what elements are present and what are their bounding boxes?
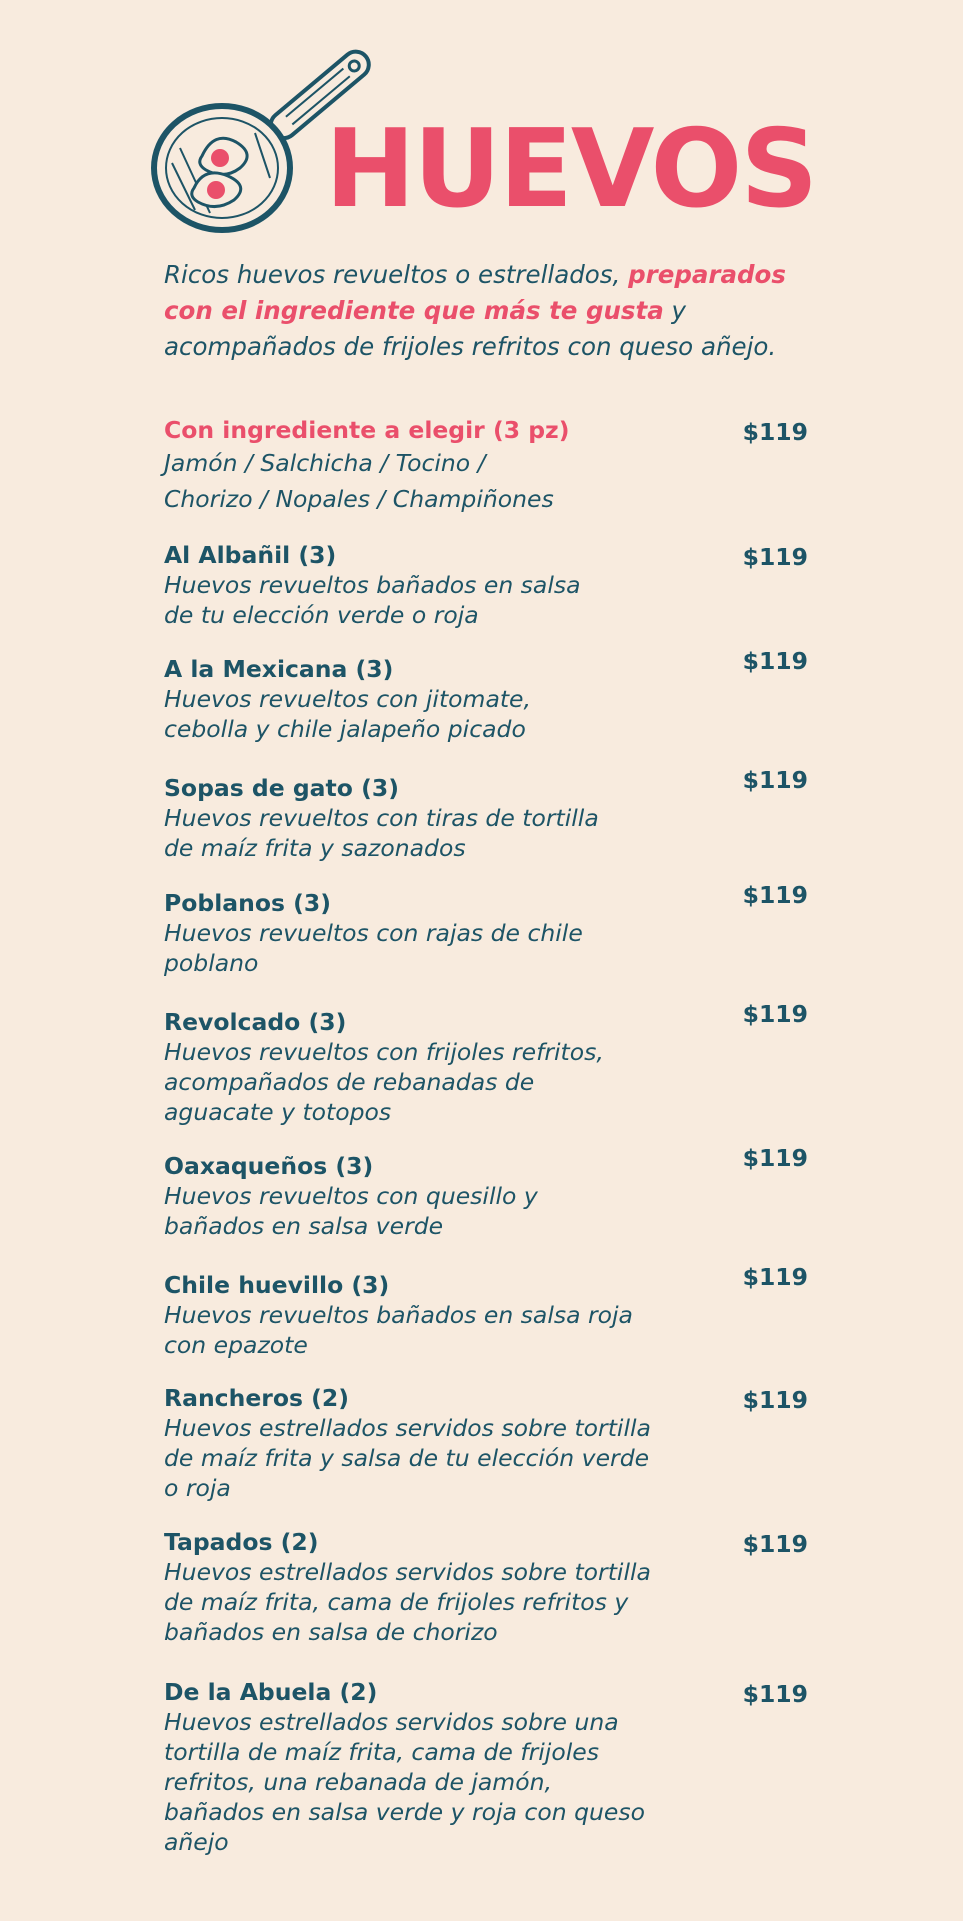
item-description: Huevos revueltos bañados en salsa roja con epazote xyxy=(164,1301,633,1359)
menu-item xyxy=(164,1383,808,1503)
intro-text-end: y acompañados de frijoles refritos con queso añejo. xyxy=(164,296,777,361)
menu-item xyxy=(164,766,808,863)
menu-item xyxy=(164,1000,808,1127)
item-name: Poblanos (3) xyxy=(164,889,331,917)
menu-item xyxy=(164,1144,808,1241)
item-description: Huevos revueltos con quesillo y bañados en salsa verde xyxy=(164,1182,538,1240)
item-name: Tapados (2) xyxy=(164,1528,319,1556)
item-name: Revolcado (3) xyxy=(164,1008,347,1036)
item-description: Huevos revueltos bañados en salsa de tu elección verde o roja xyxy=(164,571,581,629)
menu-item xyxy=(164,881,808,978)
item-price: $119 xyxy=(742,1263,808,1291)
item-price: $119 xyxy=(742,1680,808,1708)
item-price: $119 xyxy=(742,881,808,909)
item-name: Chile huevillo (3) xyxy=(164,1271,390,1299)
item-name: Al Albañil (3) xyxy=(164,541,337,569)
menu-item xyxy=(164,1677,808,1857)
intro-highlight: preparados con el ingrediente que más te gusta xyxy=(164,260,786,325)
item-price: $119 xyxy=(742,418,808,446)
item-description: Huevos revueltos con frijoles refritos, acompañados de rebanadas de aguacate y totopos xyxy=(164,1038,604,1126)
menu-item xyxy=(164,415,808,517)
menu-header xyxy=(150,38,817,238)
menu-item xyxy=(164,647,808,744)
item-description: Huevos revueltos con rajas de chile poblano xyxy=(164,919,583,977)
item-name: Oaxaqueños (3) xyxy=(164,1152,374,1180)
menu-item xyxy=(164,1263,808,1360)
item-price: $119 xyxy=(742,1144,808,1172)
item-name: Con ingrediente a elegir (3 pz) xyxy=(164,416,570,444)
item-options: Jamón / Salchicha / Tocino / Chorizo / Nopales / Champiñones xyxy=(164,449,554,513)
item-description: Huevos revueltos con jitomate, cebolla y chile jalapeño picado xyxy=(164,685,531,743)
section-intro xyxy=(164,257,804,365)
item-description: Huevos revueltos con tiras de tortilla de maíz frita y sazonados xyxy=(164,804,599,862)
item-description: Huevos estrellados servidos sobre tortilla de maíz frita y salsa de tu elección verde o roja xyxy=(164,1414,651,1502)
item-name: A la Mexicana (3) xyxy=(164,655,394,683)
menu-item xyxy=(164,540,808,630)
intro-text: Ricos huevos revueltos o estrellados, xyxy=(164,260,629,289)
item-price: $119 xyxy=(742,1386,808,1414)
menu-item xyxy=(164,1527,808,1647)
section-title: HUEVOS xyxy=(325,107,817,232)
item-name: Sopas de gato (3) xyxy=(164,774,399,802)
item-description: Huevos estrellados servidos sobre tortilla de maíz frita, cama de frijoles refritos y bañados en salsa de chorizo xyxy=(164,1558,651,1646)
item-price: $119 xyxy=(742,1000,808,1028)
item-name: De la Abuela (2) xyxy=(164,1678,378,1706)
item-price: $119 xyxy=(742,543,808,571)
item-price: $119 xyxy=(742,1530,808,1558)
item-name: Rancheros (2) xyxy=(164,1384,350,1412)
item-description: Huevos estrellados servidos sobre una tortilla de maíz frita, cama de frijoles refritos, una rebanada de jamón, bañados en salsa verde y roja con queso añejo xyxy=(164,1708,645,1856)
item-price: $119 xyxy=(742,647,808,675)
item-price: $119 xyxy=(742,766,808,794)
